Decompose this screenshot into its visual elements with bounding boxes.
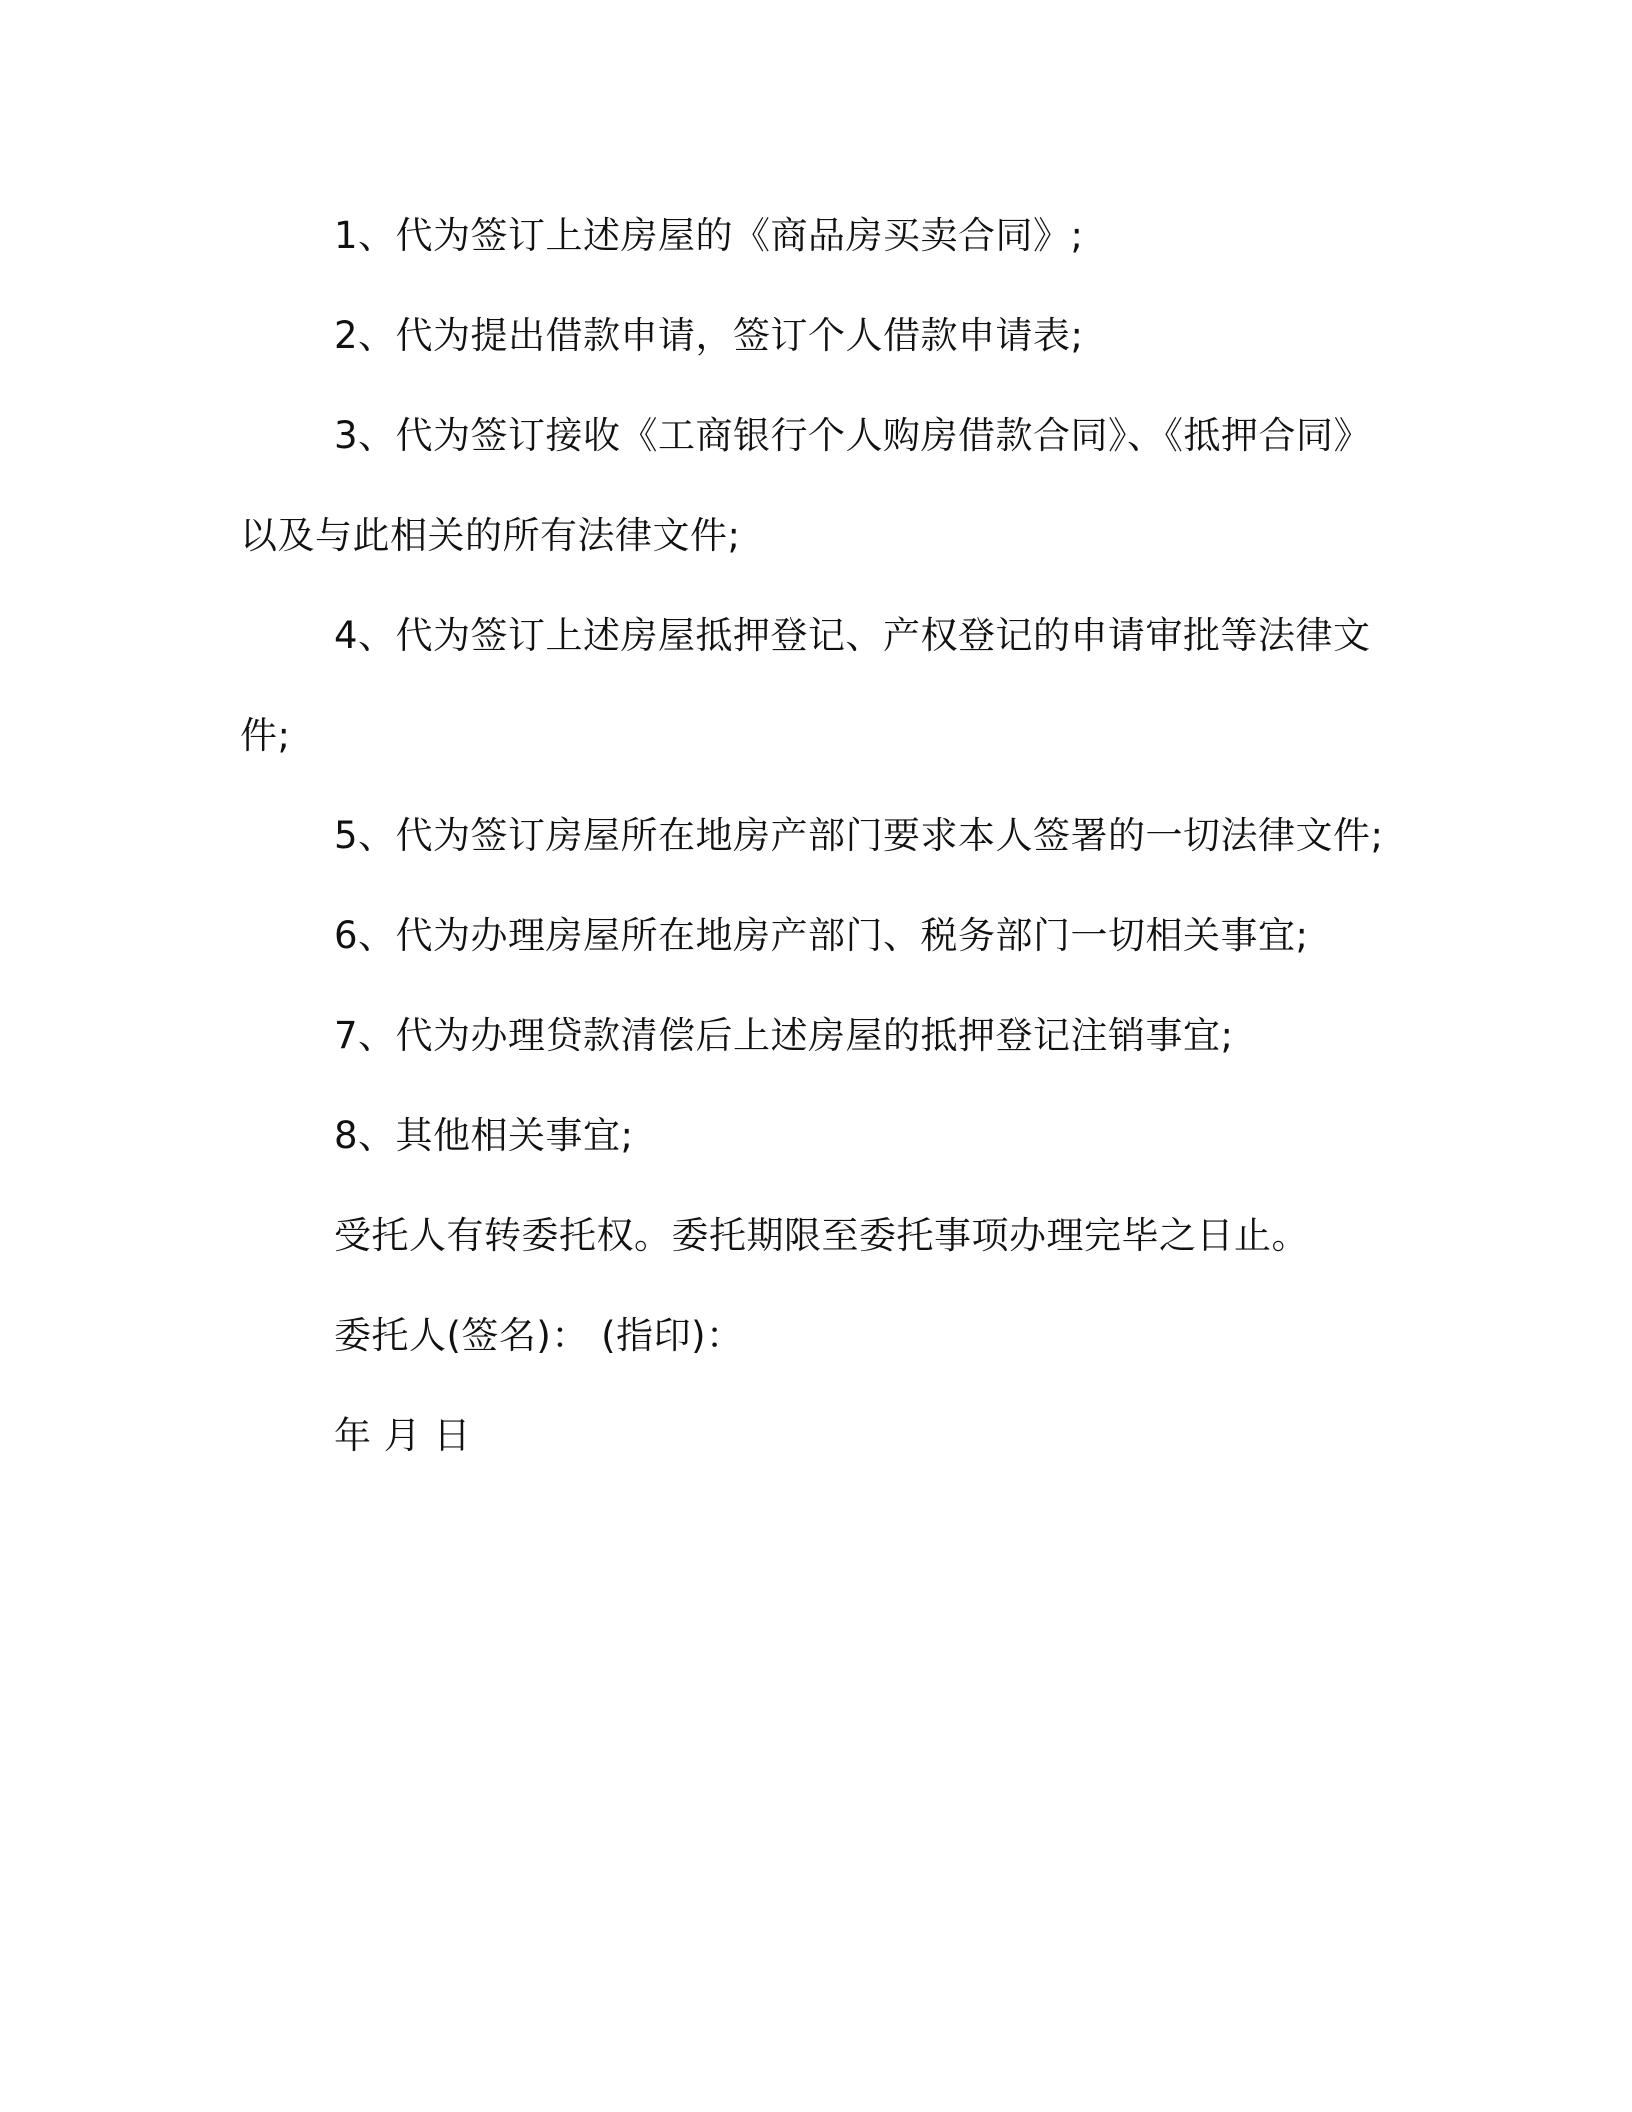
list-item: 8、其他相关事宜;	[334, 1114, 634, 1157]
list-item: 1、代为签订上述房屋的《商品房买卖合同》;	[334, 214, 1084, 257]
document-body	[240, 186, 1400, 1486]
list-item: 2、代为提出借款申请，签订个人借款申请表;	[334, 314, 1084, 357]
transfer-clause: 受托人有转委托权。委托期限至委托事项办理完毕之日止。	[334, 1214, 1309, 1257]
signature-line: 委托人(签名)： (指印)：	[334, 1314, 744, 1357]
date-line: 年 月 日	[334, 1414, 472, 1457]
list-item: 5、代为签订房屋所在地房产部门要求本人签署的一切法律文件;	[334, 814, 1384, 857]
list-item: 4、代为签订上述房屋抵押登记、产权登记的申请审批等法律文件;	[240, 614, 1371, 757]
list-item: 7、代为办理贷款清偿后上述房屋的抵押登记注销事宜;	[334, 1014, 1234, 1057]
list-item: 3、代为签订接收《工商银行个人购房借款合同》、《抵押合同》以及与此相关的所有法律文件;	[240, 414, 1372, 557]
list-item: 6、代为办理房屋所在地房产部门、税务部门一切相关事宜;	[334, 914, 1309, 957]
